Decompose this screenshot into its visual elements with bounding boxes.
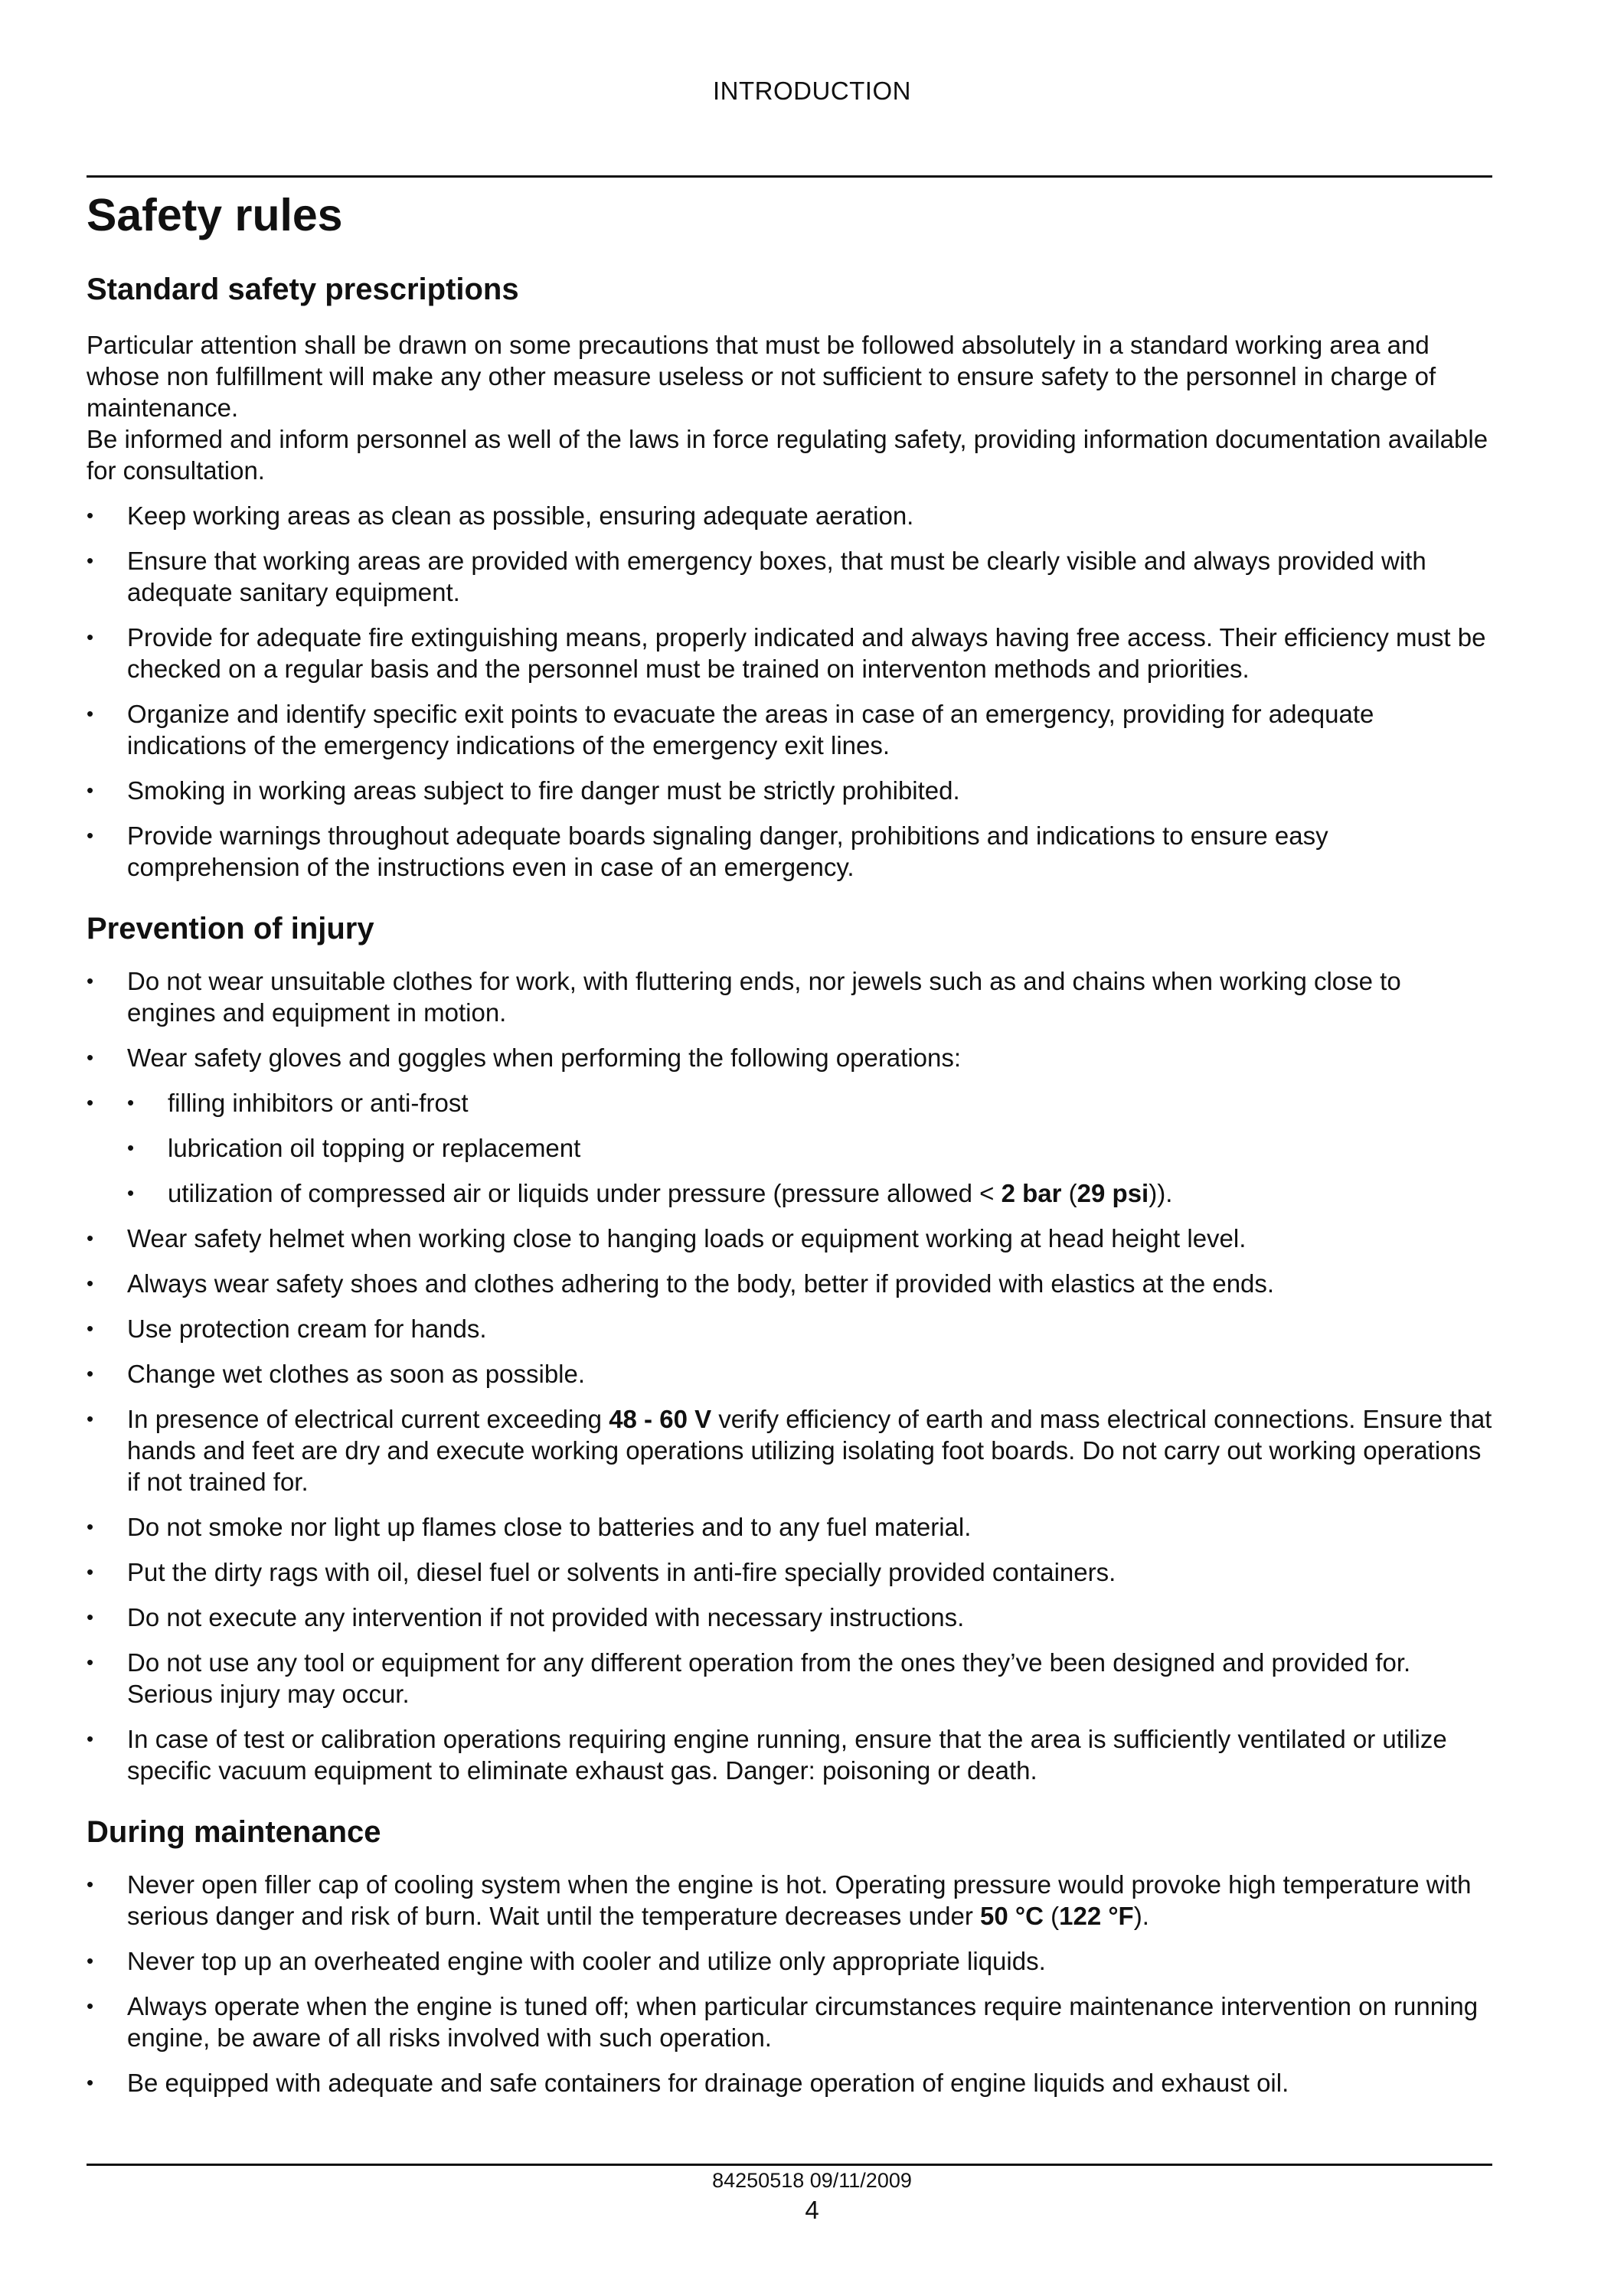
text-span: (: [1043, 1902, 1060, 1930]
list-item: • Use protection cream for hands.: [87, 1313, 1492, 1344]
section-heading-maintenance: During maintenance: [87, 1815, 381, 1849]
intro-paragraph: Be informed and inform personnel as well of the laws in force regulating safety, providing information documentation available for consultation.: [87, 425, 1488, 485]
text-span: )).: [1149, 1179, 1173, 1207]
text-span: ).: [1133, 1902, 1149, 1930]
list-item: [87, 1869, 1492, 1932]
intro-paragraph: Particular attention shall be drawn on some precautions that must be followed absolutely in a standard working area and whose non fulfillment will make any other measure useless or not sufficient to ensure safety to the personnel in charge of maintenance.: [87, 331, 1436, 422]
temperature-celsius: 50 °C: [980, 1902, 1044, 1930]
page-number: 4: [805, 2196, 819, 2224]
list-item: • Wear safety helmet when working close to hanging loads or equipment working at head height level.: [87, 1223, 1492, 1254]
operations-sublist: [127, 1087, 1492, 1209]
list-item: [87, 1403, 1492, 1497]
list-item: • Always operate when the engine is tuned off; when particular circumstances require maintenance intervention on running engine, be aware of all risks involved with such operation.: [87, 1991, 1492, 2053]
list-item: • Wear safety gloves and goggles when performing the following operations:: [87, 1042, 1492, 1073]
sub-list-item: [127, 1177, 1492, 1209]
section-heading-standard: Standard safety prescriptions: [87, 273, 519, 306]
list-item: • Do not execute any intervention if not provided with necessary instructions.: [87, 1602, 1492, 1633]
list-item: • Always wear safety shoes and clothes adhering to the body, better if provided with elastics at the ends.: [87, 1268, 1492, 1299]
injury-list: [87, 965, 1492, 1786]
running-header: INTRODUCTION: [713, 77, 911, 105]
temperature-fahrenheit: 122 °F: [1059, 1902, 1134, 1930]
voltage-value: 48 - 60 V: [609, 1405, 712, 1433]
list-item: • Ensure that working areas are provided with emergency boxes, that must be clearly visible and always provided with adequate sanitary equipment.: [87, 545, 1492, 608]
text-span: (: [1061, 1179, 1077, 1207]
nested-list-item: [87, 1087, 1492, 1209]
list-item: • Provide warnings throughout adequate boards signaling danger, prohibitions and indications to ensure easy comprehension of the instructions even in case of an emergency.: [87, 820, 1492, 883]
list-item: • Be equipped with adequate and safe containers for drainage operation of engine liquids and exhaust oil.: [87, 2067, 1492, 2098]
list-item: • In case of test or calibration operations requiring engine running, ensure that the area is sufficiently ventilated or utilize specific vacuum equipment to eliminate exhaust gas. Danger: poisoning or death.: [87, 1723, 1492, 1786]
list-item: • Put the dirty rags with oil, diesel fuel or solvents in anti-fire specially provided containers.: [87, 1556, 1492, 1588]
list-item: • Never top up an overheated engine with cooler and utilize only appropriate liquids.: [87, 1945, 1492, 1977]
pressure-bar-value: 2 bar: [1001, 1179, 1062, 1207]
document-code: 84250518 09/11/2009: [712, 2169, 912, 2192]
sub-list-item: • • filling inhibitors or anti-frost: [127, 1087, 1492, 1119]
section-heading-injury: Prevention of injury: [87, 912, 374, 946]
text-span: Never open filler cap of cooling system when the engine is hot. Operating pressure would provoke high temperature with serious danger and risk of burn. Wait until the temperature decreases under: [127, 1870, 1472, 1930]
list-item: • Keep working areas as clean as possible, ensuring adequate aeration.: [87, 500, 1492, 531]
pressure-psi-value: 29 psi: [1077, 1179, 1149, 1207]
page-content: [87, 176, 1492, 2098]
sub-list-item: • lubrication oil topping or replacement: [127, 1132, 1492, 1164]
list-item: • Do not wear unsuitable clothes for work, with fluttering ends, nor jewels such as and chains when working close to engines and equipment in motion.: [87, 965, 1492, 1028]
list-item: • Organize and identify specific exit points to evacuate the areas in case of an emergency, providing for adequate indications of the emergency indications of the emergency exit lines.: [87, 698, 1492, 761]
list-item: • Change wet clothes as soon as possible.: [87, 1358, 1492, 1390]
footer-rule: [87, 2164, 1492, 2166]
list-item: • Do not use any tool or equipment for any different operation from the ones they’ve been designed and provided for. Serious injury may occur.: [87, 1647, 1492, 1710]
page-title: Safety rules: [87, 190, 343, 240]
list-item: • Provide for adequate fire extinguishing means, properly indicated and always having free access. Their efficiency must be checked on a regular basis and the personnel must be trained on interventon methods and priorities.: [87, 622, 1492, 684]
list-item: • Smoking in working areas subject to fire danger must be strictly prohibited.: [87, 775, 1492, 806]
list-item: • Do not smoke nor light up flames close to batteries and to any fuel material.: [87, 1511, 1492, 1543]
standard-list: [87, 500, 1492, 883]
text-span: In presence of electrical current exceeding: [127, 1405, 609, 1433]
text-span: verify efficiency of earth and mass electrical connections. Ensure that hands and feet are dry and execute working operations utilizing isolating foot boards. Do not carry out working operations if not trained for.: [127, 1405, 1492, 1496]
text-span: utilization of compressed air or liquids under pressure (pressure allowed <: [168, 1179, 1002, 1207]
maintenance-list: [87, 1869, 1492, 2098]
